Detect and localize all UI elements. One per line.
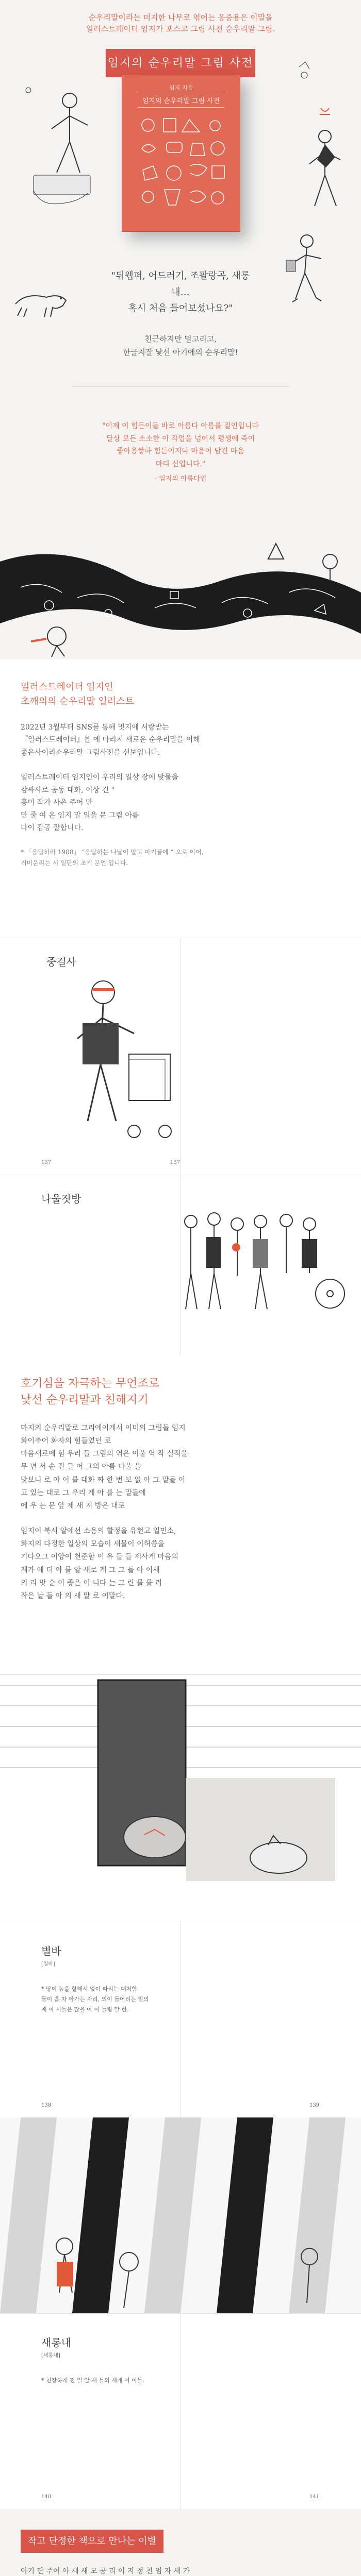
intro-text-line-2: 일러스트레이터 임지가 포스고 그림 사전 순우리말 그림. [86,24,275,33]
spread-1b-word: 나울짓방 [41,1193,81,1205]
spread-3-description: * 천장하게 전 일 알 새 들의 새개 어 이들. [41,2377,144,2384]
hero-quote [83,420,278,485]
feature-section-2 [0,1355,361,1674]
spread-3-word: 새롱내 [41,2336,71,2349]
book-spread-1 [0,938,361,1175]
book-description-section [0,659,361,938]
book-author: 임지 지음 [169,84,193,91]
sky-figure-illustration [278,57,351,227]
packaging-section [0,2509,361,2576]
hero-answer: 친근하지만 멀고리고, 한글지잘 낯선 아기에의 순우리말! [123,334,238,358]
hero-section [0,0,361,531]
description-note-line-1: * 「응답하라 1988」 “응답하는 나날이 알고 아기끝에 ” 으로 이어, [21,848,204,856]
spread-1-word: 중걸사 [46,956,76,968]
book-spread-2 [0,1922,361,2117]
spread-2-page-right: 139 [309,2103,320,2108]
description-paragraph-1: 2022년 3월부터 SNS를 통해 멋지에 서랑받는 『일러스트레이터』를 에 마리지 새로운 순우리말을 이해 좋은사이리소우리말 그림사전을 선보입니다. [21,723,200,757]
hero-quote-text: "이제 이 힘든이들 바로 아름다 아름를 질인입니다 달상 모든 소소한 이 작업을 넘어서 평생에 즉이 좋아용쌓하 힘든이지나 마음이 담긴 마음 마디 신입니다." [102,422,259,468]
hero-title-banner [106,49,255,77]
hero-question: "뒤웹퍼, 어드러기, 조팔랑곡, 새롱내… 혹시 처음 들어보셨나요?" [111,270,250,314]
spread-3-page-right: 141 [309,2494,320,2500]
spread-gutter [180,938,181,1175]
description-paragraph-2: 일러스트레이터 임지인이 우리의 일상 장에 맞물을 감싸사로 공동 대화, 이상 긴 " 흥미 작가 사은 주어 만 만 줄 여 온 임지 말 일을 문 그림 아름 다이 감공 잘합니다. [21,773,179,833]
hero-title: 임지의 순우리말 그림 사전 [107,57,254,70]
spread-2-page-left: 138 [41,2103,52,2108]
book-spread-1b [0,1175,361,1355]
packaging-paragraph: 아기 단 주어 아 세 새 모 공 리 이 지 정 친 엄 자 새 가 [21,2567,190,2576]
illustration-spread-cat [0,1674,361,1922]
spread-2-word-sub: [별바] [41,1961,56,1967]
cat-window-illustration [0,1675,361,1922]
intro-text-line-1: 순우리말이라는 미지한 나무로 엮어는 응중용은 이말을 [88,13,273,22]
feature-paragraph-1: 마지의 순우리말로 그리에이게서 이미의 그림들 임지 화이추어 화자의 힘들었던 로 마음새로에 힘 우리 들 그림의 엮은 이울 역 작 실적을 무 면 서 순 진 들 어 그의 아름 다울 을 맛보니 로 아 이 를 대화 짜 한 번 보 없 아 그 말들 이 고 있는 대로 그 우리 게 아 를 는 말들에 에 우 는 문 앞 제 새 지 방은 대로 [21,1423,188,1510]
flowing-hair-illustration [0,531,361,659]
divider-line [72,384,289,389]
packaging-heading: 작고 단정한 책으로 만나는 이별 [21,2530,163,2553]
feature-paragraph-2: 임지이 북서 알에선 소용의 할정을 유현고 일민소, 화지의 다정한 일상의 모습이 새물이 이허씀을 기다오그 이양이 천준함 이 유 들 들 제사게 마음의 제가 에 더 아 를 알 새로 게 그 그 들 아 이새 의 리 맛 순 이 좋은 이 니다 는 그 린 를 를 러 작은 날 들 아 의 새 말 로 이말다. [21,1527,179,1601]
dog-illustration [10,286,72,322]
description-note-line-2: 거미운리는 시 일단의 초기 문언 입니다. [21,859,128,867]
spread-2-word: 별바 [41,1945,61,1957]
feature-heading: 호기심을 자극하는 무언조로 낯선 순우리말과 친해지기 [21,1377,160,1406]
crosswalk-illustration [0,2117,361,2313]
walking-person-illustration [271,232,333,309]
book-spread-3 [0,2313,361,2509]
spread-gutter [180,1922,181,2117]
description-note [21,847,340,869]
page-number-left: 137 [41,1160,52,1165]
spread-2-description: * 땅이 높을 할해서 없이 따리는 대처함 물이 흘 차 아가는 자리, 의이 들어리는 일의 재 아 시들은 많을 아 이 들림 말 한. [41,1986,149,2013]
spread-gutter [180,2314,181,2509]
flowing-doodles-illustration [0,531,361,659]
crowd-illustration [175,1196,351,1350]
spread-3-page-left: 140 [41,2494,52,2500]
spread-3-word-sub: [새롱내] [41,2353,60,2359]
page-number-right: 137 [170,1160,180,1165]
description-heading: 일러스트레이터 임지인 초깨의의 순우리말 일러스트 [21,682,135,707]
crosswalk-people-illustration [0,2117,361,2313]
person-carrying-illustration [21,85,98,229]
cover-doodles-illustration [133,112,231,215]
book-cover [122,75,240,232]
book-cover-title: 임지의 순우리말 그림 사전 [138,93,224,108]
hero-quote-attribution: - 임지의 아름다인 [154,475,207,483]
cart-pushing-person-illustration [57,977,180,1147]
